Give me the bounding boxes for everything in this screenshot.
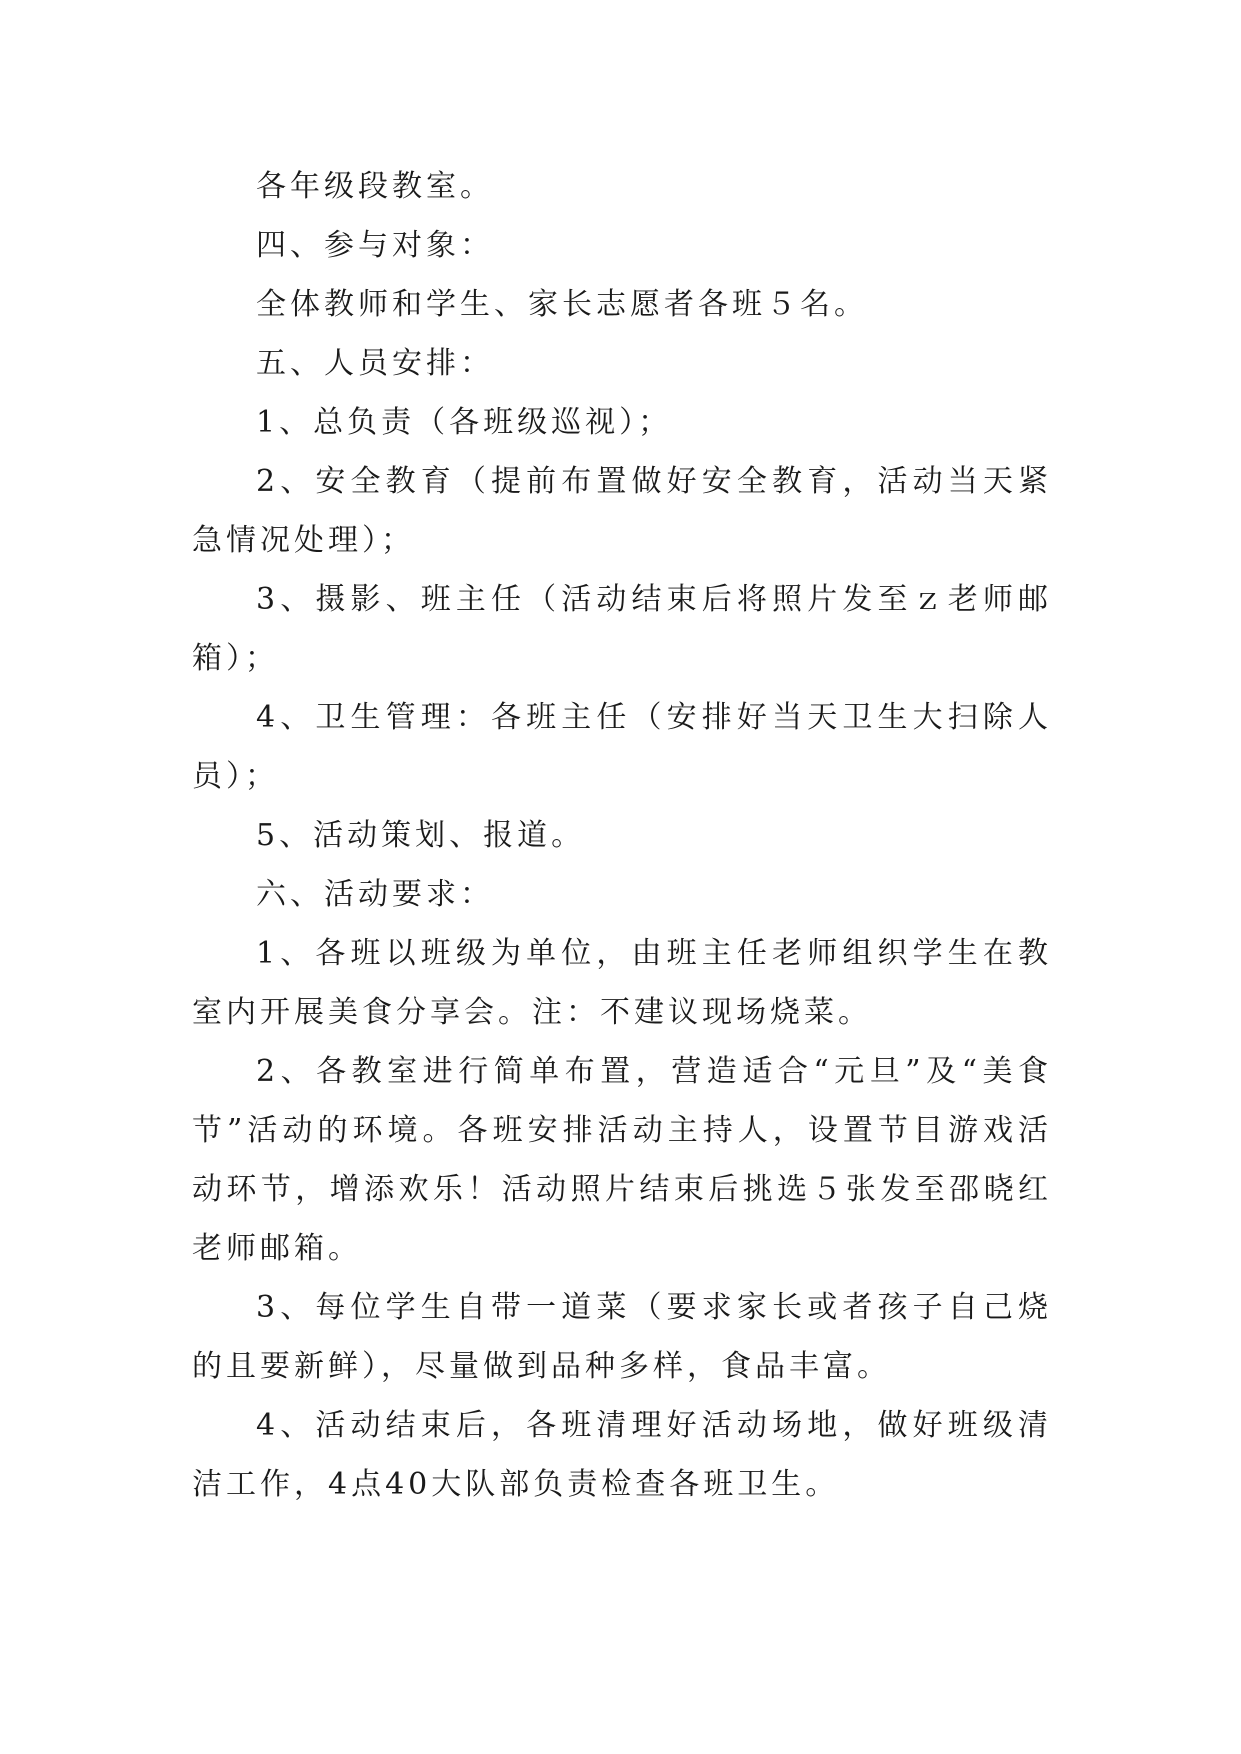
paragraph-location: 各年级段教室。: [256, 169, 494, 204]
list-item-requirement-2: 2、各教室进行简单布置，营造适合“元旦”及“美食节”活动的环境。各班安排活动主持人，设置节目游戏活动环节，增添欢乐！活动照片结束后挑选５张发至邵晓红老师邮箱。: [192, 1054, 1052, 1266]
paragraph-participants: 全体教师和学生、家长志愿者各班５名。: [256, 287, 868, 322]
list-item-requirement-4: 4、活动结束后，各班清理好活动场地，做好班级清洁工作，4点40大队部负责检查各班卫生。: [192, 1408, 1052, 1502]
list-item-staffing-4: 4、卫生管理：各班主任（安排好当天卫生大扫除人员）；: [192, 700, 1052, 794]
heading-requirements: 六、活动要求：: [256, 877, 494, 912]
document-body: [192, 157, 1052, 1514]
heading-participants: 四、参与对象：: [256, 228, 494, 263]
list-item-staffing-1: 1、总负责（各班级巡视）；: [256, 405, 673, 440]
list-item-staffing-5: 5、活动策划、报道。: [256, 818, 586, 853]
heading-staffing: 五、人员安排：: [256, 346, 494, 381]
list-item-staffing-2: 2、安全教育（提前布置做好安全教育，活动当天紧急情况处理）；: [192, 464, 1052, 558]
list-item-staffing-3: 3、摄影、班主任（活动结束后将照片发至ｚ老师邮箱）；: [192, 582, 1052, 676]
list-item-requirement-3: 3、每位学生自带一道菜（要求家长或者孩子自己烧的且要新鲜），尽量做到品种多样，食品丰富。: [192, 1290, 1052, 1384]
list-item-requirement-1: 1、各班以班级为单位，由班主任老师组织学生在教室内开展美食分享会。注：不建议现场烧菜。: [192, 936, 1052, 1030]
